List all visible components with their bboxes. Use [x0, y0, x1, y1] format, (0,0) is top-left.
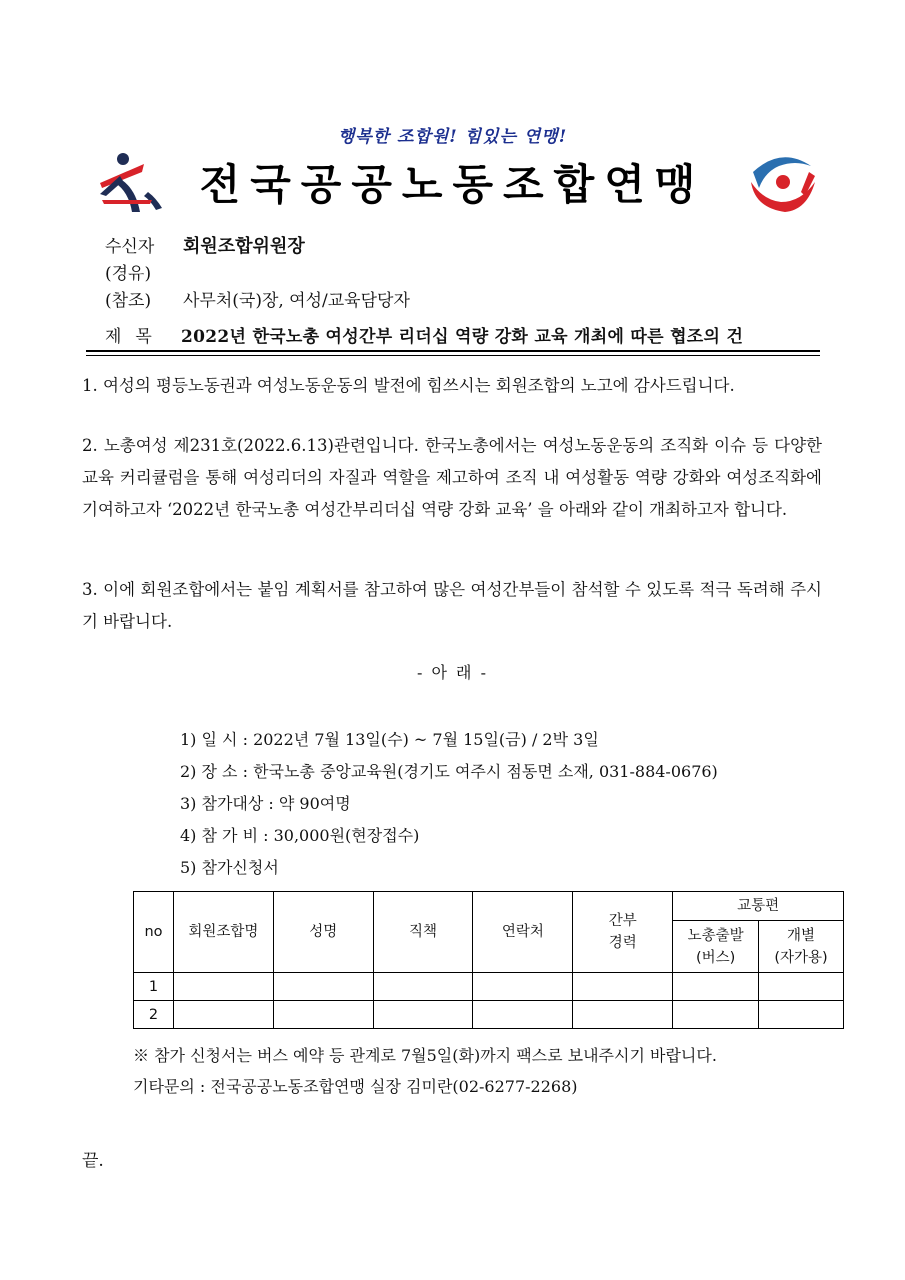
inquiry-note: 기타문의 : 전국공공노동조합연맹 실장 김미란(02-6277-2268): [133, 1077, 578, 1096]
empty-cell[interactable]: [173, 973, 273, 1001]
empty-cell[interactable]: [473, 973, 573, 1001]
recipient-label: 수신자: [105, 237, 155, 257]
subject-row: [105, 322, 743, 347]
subject-value: 2022년 한국노총 여성간부 리더십 역량 강화 교육 개최에 따른 협조의 건: [181, 327, 744, 347]
empty-cell[interactable]: [273, 1001, 373, 1029]
deadline-note: ※ 참가 신청서는 버스 예약 등 관계로 7월5일(화)까지 팩스로 보내주시기 바랍니다.: [133, 1046, 717, 1065]
reference-value: 사무처(국)장, 여성/교육담당자: [183, 291, 410, 311]
via-row: [105, 259, 151, 284]
header-career: 간부 경력: [573, 892, 673, 973]
application-form-table: [133, 891, 844, 1029]
header-union: 회원조합명: [173, 892, 273, 973]
recipient-value: 회원조합위원장: [183, 236, 305, 257]
header-contact: 연락처: [473, 892, 573, 973]
via-label: (경유): [105, 264, 152, 284]
header-private-car: 개별 (자가용): [759, 921, 844, 973]
empty-cell[interactable]: [573, 973, 673, 1001]
table-row: [134, 1001, 844, 1029]
empty-cell[interactable]: [759, 973, 844, 1001]
empty-cell[interactable]: [473, 1001, 573, 1029]
below-marker: - 아 래 -: [417, 663, 488, 682]
row-number: 2: [134, 1001, 174, 1029]
header-transport: 교통편: [673, 892, 844, 921]
detail-location: 2) 장 소 : 한국노총 중앙교육원(경기도 여주시 점동면 소재, 031-884-0676): [180, 762, 718, 781]
paragraph-1: 1. 여성의 평등노동권과 여성노동운동의 발전에 힘쓰시는 회원조합의 노고에 감사드립니다.: [82, 376, 735, 395]
subject-label: 제목: [105, 327, 166, 347]
paragraph-2: 2. 노총여성 제231호(2022.6.13)관련입니다. 한국노총에서는 여성노동운동의 조직화 이슈 등 다양한 교육 커리큘럼을 통해 여성리더의 자질과 역할을 제고하여 조직 내 여성활동 역량 강화와 여성조직화에 기여하고자 ‘2022년 한국노총 여성간부리더십 역량 강화 교육’ 을 아래와 같이 개최하고자 합니다.: [82, 436, 822, 519]
header-divider-thick: [86, 350, 820, 352]
federation-emblem-left-icon: [92, 150, 168, 216]
header-name: 성명: [273, 892, 373, 973]
empty-cell[interactable]: [373, 1001, 473, 1029]
detail-application: 5) 참가신청서: [180, 858, 279, 877]
detail-fee: 4) 참 가 비 : 30,000원(현장접수): [180, 826, 420, 845]
detail-audience: 3) 참가대상 : 약 90여명: [180, 794, 351, 813]
reference-row: [105, 286, 410, 311]
empty-cell[interactable]: [373, 973, 473, 1001]
table-row: [134, 973, 844, 1001]
detail-date: 1) 일 시 : 2022년 7월 13일(수) ~ 7월 15일(금) / 2박 3일: [180, 730, 599, 749]
empty-cell[interactable]: [673, 973, 759, 1001]
org-name: 전국공공노동조합연맹: [199, 160, 706, 209]
empty-cell[interactable]: [273, 973, 373, 1001]
federation-emblem-right-icon: [745, 152, 817, 216]
header-no: no: [134, 892, 174, 973]
empty-cell[interactable]: [173, 1001, 273, 1029]
header-divider-thin: [86, 355, 820, 356]
paragraph-3: 3. 이에 회원조합에서는 붙임 계획서를 참고하여 많은 여성간부들이 참석할 수 있도록 적극 독려해 주시기 바랍니다.: [82, 580, 822, 631]
empty-cell[interactable]: [673, 1001, 759, 1029]
empty-cell[interactable]: [573, 1001, 673, 1029]
header-position: 직책: [373, 892, 473, 973]
recipient-row: [105, 232, 305, 258]
reference-label: (참조): [105, 291, 152, 311]
header-bus: 노총출발 (버스): [673, 921, 759, 973]
empty-cell[interactable]: [759, 1001, 844, 1029]
row-number: 1: [134, 973, 174, 1001]
closing-mark: 끝.: [82, 1151, 104, 1171]
slogan: 행복한 조합원! 힘있는 연맹!: [337, 127, 568, 147]
